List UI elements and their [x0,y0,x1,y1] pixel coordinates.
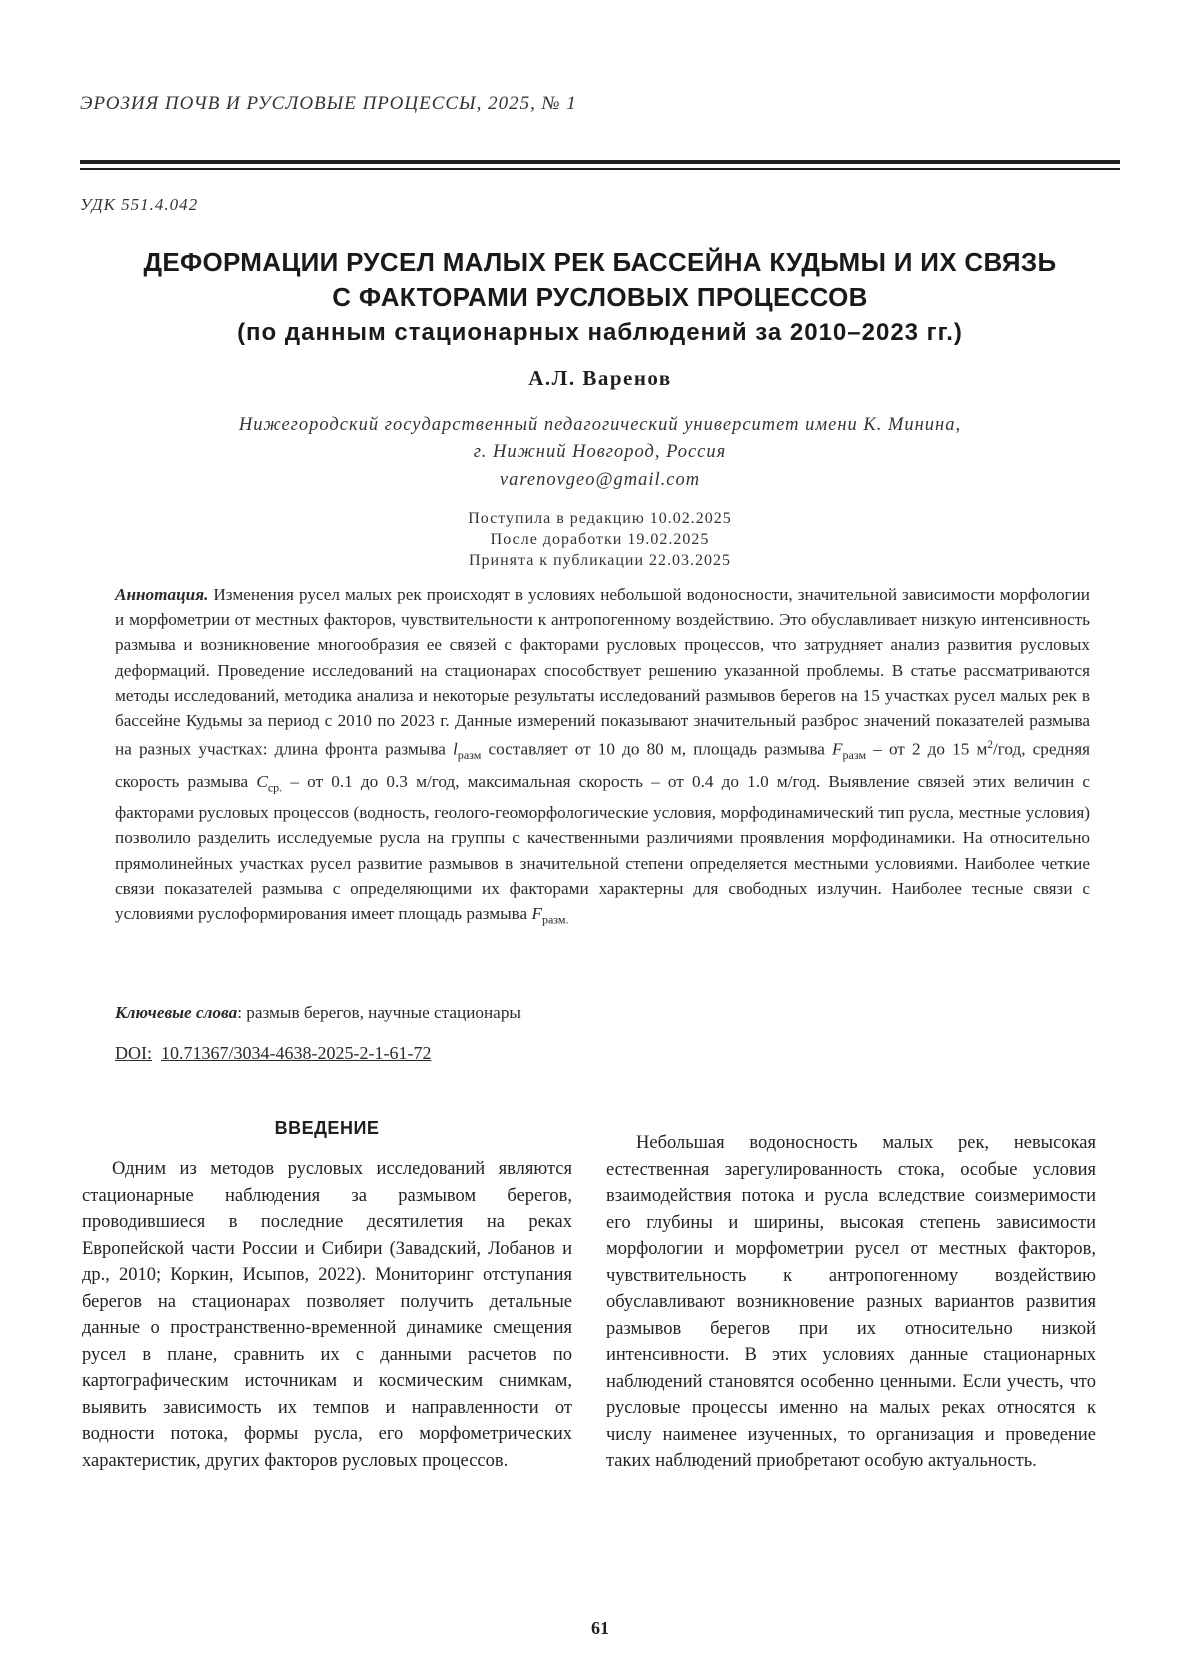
doi-link[interactable]: 10.71367/3034-4638-2025-2-1-61-72 [161,1043,432,1063]
title-line-2: С ФАКТОРАМИ РУСЛОВЫХ ПРОЦЕССОВ [332,282,868,312]
title-subtitle: (по данным стационарных наблюдений за 2010–2023 гг.) [237,319,963,346]
symbol-c: C [256,771,268,791]
keywords-text: : размыв берегов, научные стационары [237,1003,521,1022]
keywords-label: Ключевые слова [115,1003,238,1022]
author-name: А.Л. Варенов [528,366,672,390]
subscript-razm-1: разм [457,748,482,763]
affiliation-line-1: Нижегородский государственный педагогический университет имени К. Минина, [238,415,962,435]
author-email: varenovgeo@gmail.com [499,470,701,490]
affiliation-line-2: г. Нижний Новгород, Россия [473,442,727,462]
abstract-label: Аннотация. [115,585,209,604]
doi-label: DOI: [115,1043,152,1063]
body-column-left [82,1156,572,1474]
body-column-right [606,1130,1096,1475]
paragraph-right: Небольшая водоносность малых рек, невысокая естественная зарегулированность стока, особые условия взаимодействия потока и русла вследствие соизмеримости его глубины и ширины, высокая степень зависимости морфологии и морфометрии русел от местных факторов, чувствительность к антропогенному воздействию обуславливают возникновение разных вариантов развития размывов берегов при их относительно низкой интенсивности. В этих условиях данные стационарных наблюдений становятся особенно ценными. Если учесть, что русловые процессы именно на малых реках относятся к числу наименее изученных, то организация и проведение таких наблюдений приобретают особую актуальность. [606,1133,1096,1471]
header-rule-thin [80,168,1120,170]
publication-dates [0,508,1200,571]
abstract-text-3: – от 2 до 15 м [866,739,988,759]
section-heading-introduction: ВВЕДЕНИЕ [274,1118,380,1138]
abstract-text-1: Изменения русел малых рек происходят в условиях небольшой водоносности, значительной зависимости морфологии и морфометрии от местных факторов, чувствительности к антропогенному воздействию. Это обуславливает низкую интенсивность размыва и возникновение многообразия ее связей с факторами русловых процессов, что затрудняет анализ развития русловых деформаций. Проведение исследований на стационарах способствует решению указанной проблемы. В статье рассматриваются методы исследований, методика анализа и некоторые результаты исследований размывов берегов на 15 участках русел малых рек в бассейне Кудьмы за период с 2010 по 2023 г. Данные измерений показывают значительный разброс значений показателей размыва на разных участках: длина фронта размыва [115,585,1090,759]
date-received: Поступила в редакцию 10.02.2025 [468,510,732,527]
abstract-text-2: составляет от 10 до 80 м, площадь размыва [481,739,833,759]
journal-header: ЭРОЗИЯ ПОЧВ И РУСЛОВЫЕ ПРОЦЕССЫ, 2025, № 1 [80,93,577,114]
subscript-sr: ср. [267,780,283,795]
date-accepted: Принята к публикации 22.03.2025 [468,552,732,569]
abstract-text-4: /год, средняя скорость размыва [115,739,1091,791]
symbol-f-end: F [531,904,542,924]
subscript-razm-end: разм. [541,912,569,927]
date-revised: После доработки 19.02.2025 [490,531,710,548]
abstract [115,582,1090,933]
abstract-text-5: – от 0.1 до 0.3 м/год, максимальная скорость – от 0.4 до 1.0 м/год. Выявление связей этих величин с факторами русловых процессов (водность, геолого-геоморфологические условия, морфодинамический тип русла, местные условия) позволило разделить исследуемые русла на группы с качественными различиями проявления морфодинамики. На относительно прямолинейных участках русел развитие размывов в значительной степени определяется местными условиями. Наиболее четкие связи показателей размыва с определяющими их факторами характерны для свободных излучин. Наиболее тесные связи с условиями руслоформирования имеет площадь размыва [115,771,1090,924]
udk-code: УДК 551.4.042 [80,195,199,214]
doi-line [115,1043,431,1064]
symbol-f: F [832,739,843,759]
subscript-razm-2: разм [842,748,867,763]
keywords [115,1003,1090,1023]
header-rule-thick [80,160,1120,164]
article-title [60,245,1140,351]
paragraph-left: Одним из методов русловых исследований являются стационарные наблюдения за размывом берегов, проводившиеся в последние десятилетия на реках Европейской части России и Сибири (Завадский, Лобанов и др., 2010; Коркин, Исыпов, 2022). Мониторинг отступания берегов на стационарах позволяет получить детальные данные о пространственно-временной динамике смещения русел в плане, сравнить их с данными расчетов по картографическим источникам и космическим снимкам, выявить зависимость их темпов и направленности от водности потока, формы русла, его морфометрических характеристик, других факторов русловых процессов. [82,1159,572,1471]
superscript-2: 2 [987,739,993,752]
symbol-l: l [453,739,458,759]
page-number: 61 [591,1618,609,1638]
title-line-1: ДЕФОРМАЦИИ РУСЕЛ МАЛЫХ РЕК БАССЕЙНА КУДЬМЫ И ИХ СВЯЗЬ [143,247,1057,277]
author-affiliation [0,412,1200,466]
